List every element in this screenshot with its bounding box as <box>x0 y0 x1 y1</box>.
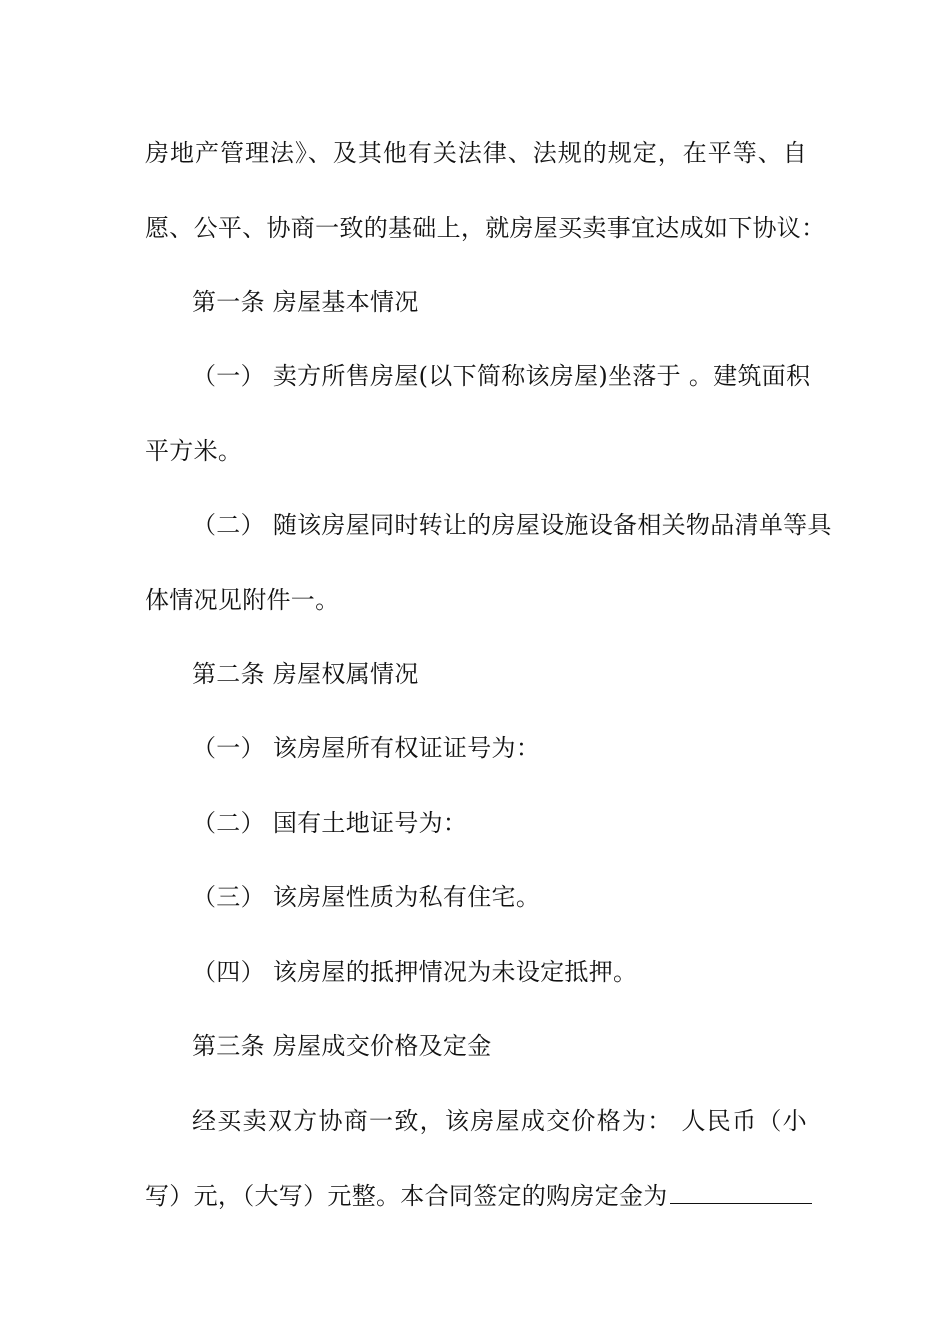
section-heading: 第二条 房屋权属情况 <box>192 660 419 688</box>
paragraph-line: （一） 该房屋所有权证证号为： <box>192 734 541 762</box>
paragraph-line: 平方米。 <box>145 437 243 465</box>
paragraph-line: 房地产管理法》、及其他有关法律、法规的规定，在平等、自 <box>145 139 807 167</box>
paragraph-line: 经买卖双方协商一致，该房屋成交价格为： 人民币（小 <box>192 1107 807 1135</box>
paragraph-line: （一） 卖方所售房屋(以下简称该房屋)坐落于 。建筑面积 <box>192 362 811 390</box>
paragraph-line: （二） 随该房屋同时转让的房屋设施设备相关物品清单等具 <box>192 511 832 539</box>
paragraph-line <box>145 1177 807 1213</box>
paragraph-line: 体情况见附件一。 <box>145 586 340 614</box>
paragraph-line: （四） 该房屋的抵押情况为未设定抵押。 <box>192 958 638 986</box>
paragraph-line: （三） 该房屋性质为私有住宅。 <box>192 883 541 911</box>
section-heading: 第三条 房屋成交价格及定金 <box>192 1032 492 1060</box>
paragraph-line: （二） 国有土地证号为： <box>192 809 468 837</box>
paragraph-line: 愿、公平、协商一致的基础上，就房屋买卖事宜达成如下协议： <box>145 214 826 242</box>
section-heading: 第一条 房屋基本情况 <box>192 288 419 316</box>
paragraph-text: 写）元，（大写）元整。本合同签定的购房定金为 <box>145 1182 668 1210</box>
blank-fill-line <box>670 1177 812 1204</box>
